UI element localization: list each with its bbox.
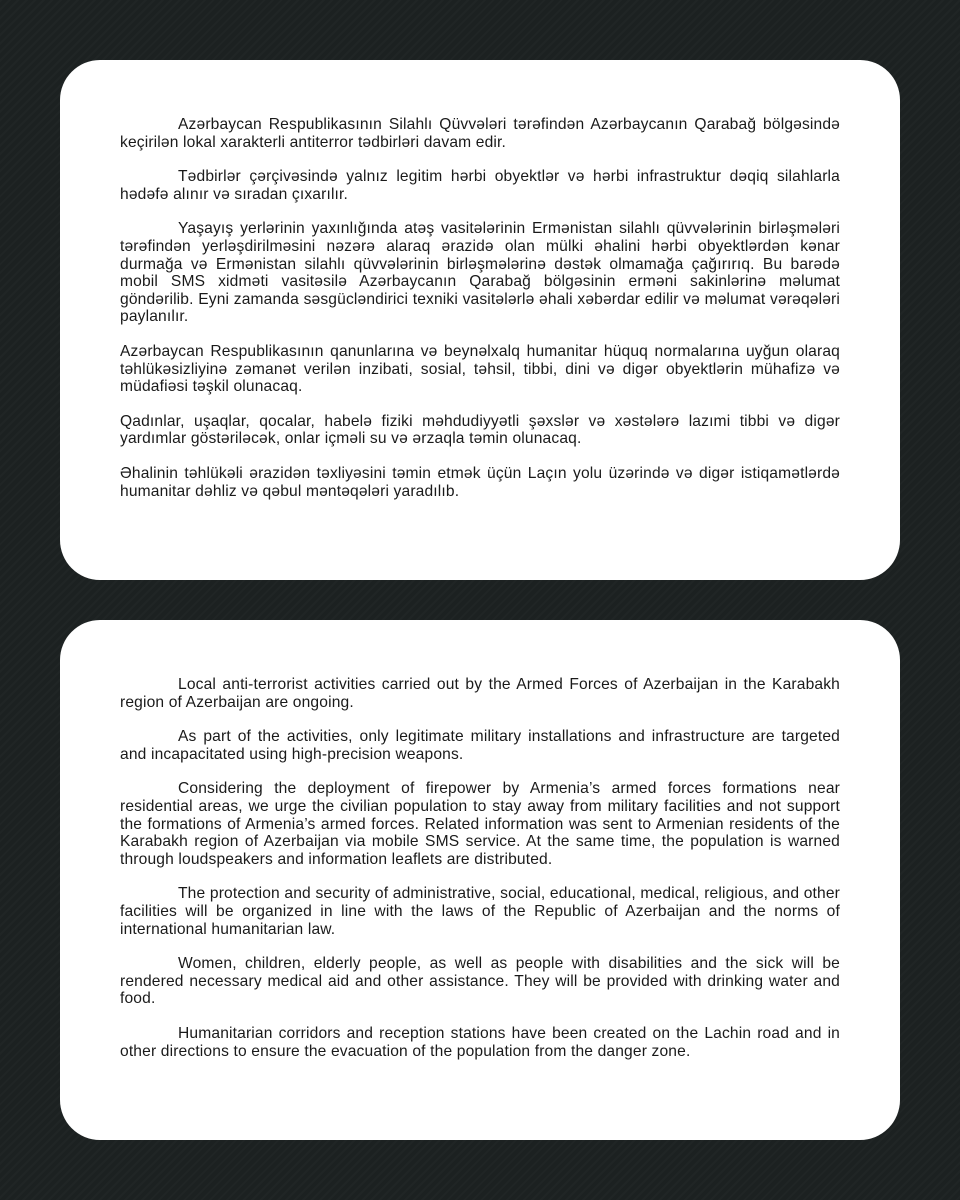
az-paragraph-4: Azərbaycan Respublikasının qanunlarına və beynəlxalq humanitar hüquq normalarına uyğun olaraq təhlükəsizliyinə zəmanət verilən inzibati, sosial, təhsil, tibbi, dini və digər obyektlərin mühafizə və müdafiəsi təşkil olunacaq. <box>120 342 840 396</box>
en-paragraph-5: Women, children, elderly people, as well as people with disabilities and the sick will be rendered necessary medical aid and other assistance. They will be provided with drinking water and food. <box>120 955 840 1008</box>
english-statement-card <box>60 620 900 1140</box>
az-paragraph-1: Azərbaycan Respublikasının Silahlı Qüvvələri tərəfindən Azərbaycanın Qarabağ bölgəsində keçirilən lokal xarakterli antiterror tədbirləri davam edir. <box>120 116 840 151</box>
az-paragraph-6: Əhalinin təhlükəli ərazidən təxliyəsini təmin etmək üçün Laçın yolu üzərində və digər istiqamətlərdə humanitar dəhliz və qəbul məntəqələri yaradılıb. <box>120 464 840 500</box>
en-paragraph-6: Humanitarian corridors and reception stations have been created on the Lachin road and in other directions to ensure the evacuation of the population from the danger zone. <box>120 1024 840 1060</box>
en-paragraph-1: Local anti-terrorist activities carried out by the Armed Forces of Azerbaijan in the Karabakh region of Azerbaijan are ongoing. <box>120 676 840 711</box>
azerbaijani-statement-card <box>60 60 900 580</box>
en-paragraph-2: As part of the activities, only legitimate military installations and infrastructure are targeted and incapacitated using high-precision weapons. <box>120 728 840 763</box>
az-paragraph-2: Tədbirlər çərçivəsində yalnız legitim hərbi obyektlər və hərbi infrastruktur dəqiq silahlarla hədəfə alınır və sıradan çıxarılır. <box>120 168 840 203</box>
az-paragraph-3: Yaşayış yerlərinin yaxınlığında atəş vasitələrinin Ermənistan silahlı qüvvələrinin birləşmələri tərəfindən yerləşdirilməsini nəzərə alaraq ərazidə olan mülki əhalini hərbi obyektlərdən kənar durmağa və Ermənistan silahlı qüvvələrinin birləşmələrinə dəstək olmamağa çağırırıq. Bu barədə mobil SMS xidməti vasitəsilə Azərbaycanın Qarabağ bölgəsinin erməni sakinlərinə məlumat göndərilib. Eyni zamanda səsgücləndirici texniki vasitələrlə əhali xəbərdar edilir və məlumat vərəqələri paylanılır. <box>120 220 840 326</box>
en-paragraph-4: The protection and security of administrative, social, educational, medical, religious, and other facilities will be organized in line with the laws of the Republic of Azerbaijan and the norms of international humanitarian law. <box>120 885 840 938</box>
az-paragraph-5: Qadınlar, uşaqlar, qocalar, habelə fiziki məhdudiyyətli şəxslər və xəstələrə lazımi tibbi və digər yardımlar göstəriləcək, onlar içməli su və ərzaqla təmin olunacaq. <box>120 412 840 448</box>
en-paragraph-3: Considering the deployment of firepower by Armenia’s armed forces formations near residential areas, we urge the civilian population to stay away from military facilities and not support the formations of Armenia’s armed forces. Related information was sent to Armenian residents of the Karabakh region of Azerbaijan via mobile SMS service. At the same time, the population is warned through loudspeakers and information leaflets are distributed. <box>120 780 840 868</box>
